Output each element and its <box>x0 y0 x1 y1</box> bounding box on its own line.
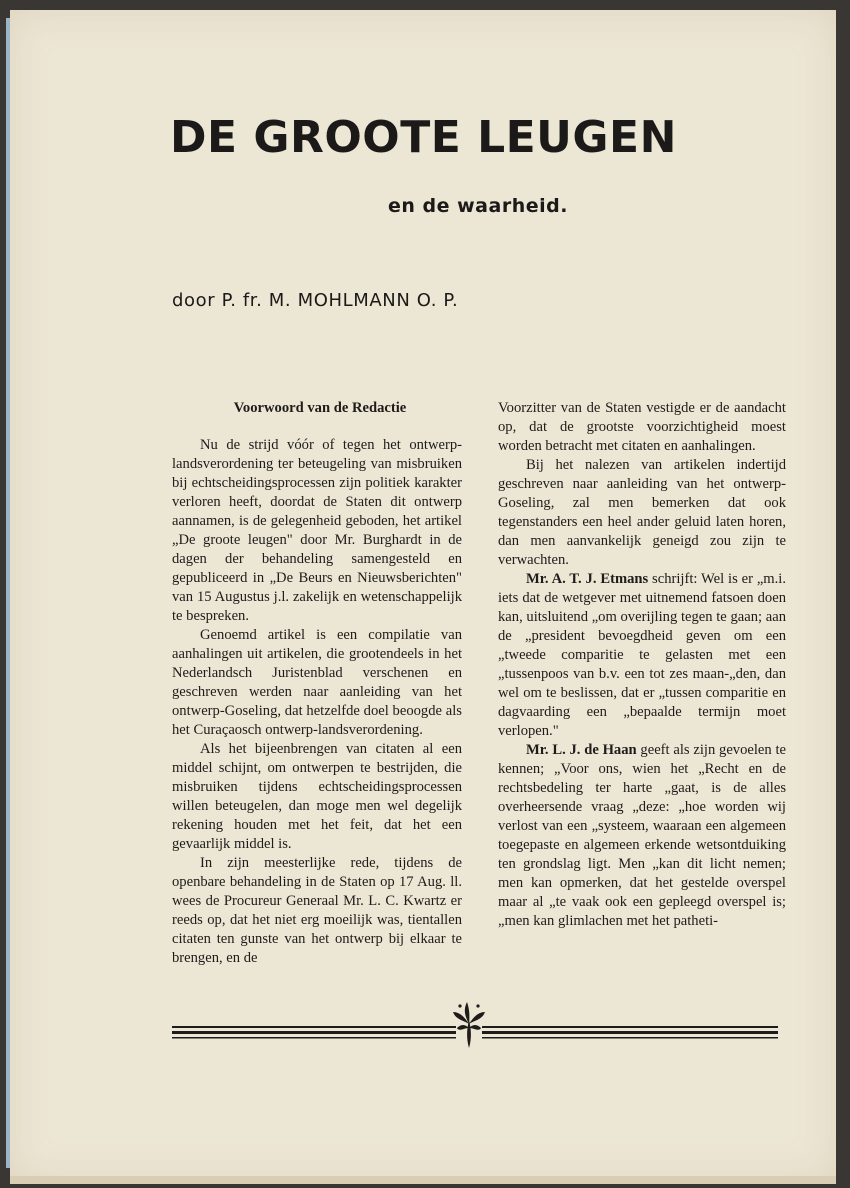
article-subtitle: en de waarheid. <box>388 195 568 217</box>
article-author: door P. fr. M. MOHLMANN O. P. <box>172 290 459 311</box>
left-paragraph-1: Nu de strijd vóór of tegen het ontwerp-landsverordening ter beteugeling van misbruiken bij echtscheidingsprocessen zijn politiek karakter verloren heeft, doordat de Staten dit ontwerp aannamen, is de gelegenheid geboden, het artikel „De groote leugen" door Mr. Burghardt in de dagen der behandeling samengesteld en gepubliceerd in „De Beurs en Nieuwsberichten" van 15 Augustus j.l. zakelijk en wetenschappelijk te bespreken. <box>172 437 462 624</box>
right-paragraph-2: Bij het nalezen van artikelen indertijd geschreven naar aanleiding van het ontwerp-Goseling, zal men bemerken dat ook tegenstanders een heel ander geluid laten horen, dan men aanvankelijk geneigd zou zijn te verwachten. <box>498 457 786 568</box>
quoted-author-etmans: Mr. A. T. J. Etmans <box>526 571 649 587</box>
quoted-author-de-haan: Mr. L. J. de Haan <box>526 742 637 758</box>
left-paragraph-3: Als het bijeenbrengen van citaten al een middel schijnt, om ontwerpen te bestrijden, die misbruiken tijdens echtscheidingsprocessen willen beteugelen, dan moge men wel degelijk rekening houden met het feit, dat het een gevaarlijk middel is. <box>172 741 462 852</box>
left-paragraph-2: Genoemd artikel is een compilatie van aanhalingen uit artikelen, die grootendeels in het Nederlandsch Juristenblad verschenen en geschreven werden naar aanleiding van het ontwerp-Goseling, dat hetzelfde doel beoogde als het Curaçaosch ontwerp-landsverordening. <box>172 627 462 738</box>
left-column <box>172 399 462 968</box>
left-paragraph-4: In zijn meesterlijke rede, tijdens de openbare behandeling in de Staten op 17 Aug. ll. wees de Procureur Generaal Mr. L. C. Kwartz er reeds op, dat het niet erg moeilijk was, tientallen citaten ten gunste van het ontwerp bij elkaar te brengen, en de <box>172 855 462 966</box>
article-title: DE GROOTE LEUGEN <box>170 112 677 163</box>
decorative-rule-ornament <box>172 998 778 1050</box>
right-paragraph-1: Voorzitter van de Staten vestigde er de aandacht op, dat de grootste voorzichtigheid moest worden betracht met citaten en aanhalingen. <box>498 400 786 454</box>
right-paragraph-3 <box>498 570 786 741</box>
page-bottom-strip <box>10 1176 836 1184</box>
de-haan-quote: geeft als zijn gevoelen te kennen; „Voor ons, wien het „Recht en de rechtsbedeling ter harte „gaat, is de alles overheersende vraag „deze: „hoe worden wij verlost van een „systeem, waaraan een algemeen toegepaste en algemeen erkende wetsontduiking ten grondslag ligt. Men „kan dit licht nemen; men kan opmerken, dat het gestelde overspel maar al „te vaak ook een gepleegd overspel is; „men kan glimlachen met het patheti- <box>498 742 786 929</box>
lily-flower-icon <box>453 1002 485 1048</box>
editorial-heading: Voorwoord van de Redactie <box>233 400 407 416</box>
right-column <box>498 399 786 931</box>
etmans-quote: schrijft: Wel is er „m.i. iets dat de wetgever met uitnemend fatsoen doen kan, uitsluitend „om overijling tegen te gaan; aan de „president bevoegdheid geven om een „tweede comparitie te gelasten met een „tussenpoos van b.v. een tot zes maan-„den, dan wel om te beslissen, dat er „tussen comparitie en dagvaarding een „bepaalde termijn moet verlopen." <box>498 571 787 739</box>
right-paragraph-4 <box>498 741 786 931</box>
